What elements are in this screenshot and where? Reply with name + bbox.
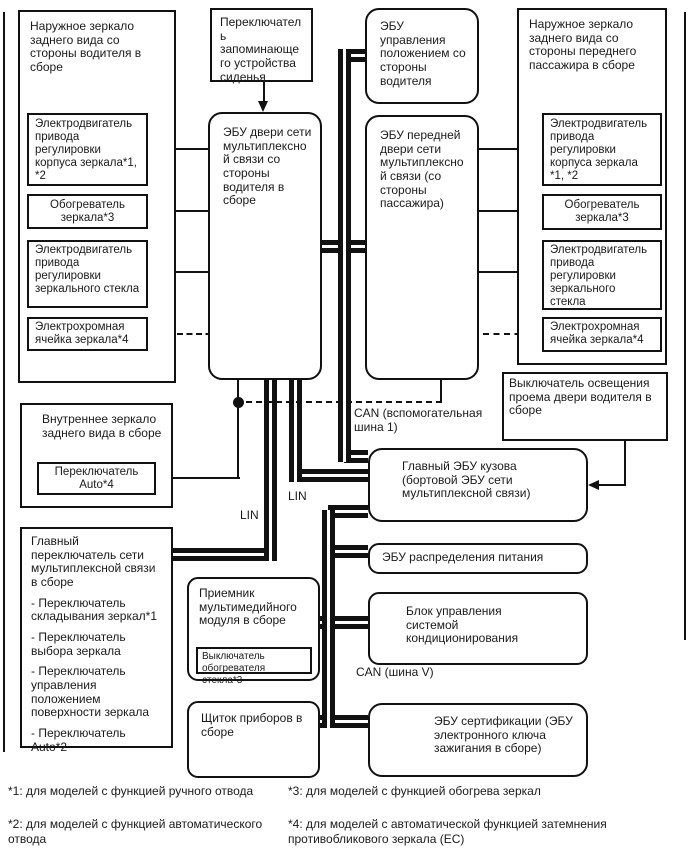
driver-mirror-body-motor-label: Электродвигатель привода регулировки корпуса зеркала*1, *2: [35, 118, 137, 183]
passenger-door-ecu-label: ЭБУ передней двери сети мультиплексной связи (со стороны пассажира): [380, 128, 464, 211]
bus-label-lin-a: LIN: [240, 508, 259, 522]
auto-switch-label: Переключатель Auto*4: [54, 466, 139, 492]
box-door-courtesy-switch: [502, 372, 668, 441]
box-driver-mirror-glass-motor: [27, 240, 148, 308]
box-passenger-mirror-assembly: [517, 8, 667, 365]
power-distribution-ecu: [368, 543, 588, 574]
box-driver-mirror-body-motor: [27, 113, 148, 186]
door-courtesy-switch-label: Выключатель освещения проема двери водителя в сборе: [509, 376, 652, 418]
wire-seat-memory: [263, 82, 265, 102]
main-body-ecu-label: Главный ЭБУ кузова (бортовой ЭБУ сети мультиплексной связи): [402, 459, 531, 501]
passenger-mirror-body-motor-label: Электродвигатель привода регулировки корпуса зеркала *1, *2: [550, 118, 648, 183]
bus-canv-vertical: [322, 510, 335, 728]
main-switch-item-auto: - Переключатель Auto*2: [31, 726, 126, 754]
driver-mirror-heater-label: Обогреватель зеркала*3: [50, 199, 125, 225]
bus-label-can-v: CAN (шина V): [356, 665, 434, 679]
multimedia-receiver-title: Приемник мультимедийного модуля в сборе: [199, 586, 297, 628]
instrument-cluster-label: Щиток приборов в сборе: [201, 711, 303, 739]
box-main-multiplex-switch: [20, 527, 173, 754]
bus-label-lin-b: LIN: [288, 489, 307, 503]
certification-ecu: [368, 703, 588, 777]
main-switch-title: Главный переключатель сети мультиплексной связи в сборе: [31, 534, 156, 590]
box-passenger-mirror-glass-motor: [542, 240, 662, 310]
box-defogger-switch: [196, 647, 312, 686]
wire-courtesy-horizontal: [599, 484, 626, 486]
bus-label-can-aux: CAN (вспомогательная шина 1): [354, 406, 483, 434]
certification-ecu-label: ЭБУ сертификации (ЭБУ электронного ключа зажигания в сборе): [434, 714, 573, 756]
passenger-door-ecu: [365, 115, 479, 380]
junction-dot: [233, 397, 244, 408]
box-driver-mirror-heater: [27, 194, 148, 229]
main-switch-item-select: - Переключатель выбора зеркала: [31, 630, 126, 658]
box-driver-mirror-electrochromic: [27, 317, 148, 351]
box-instrument-cluster: [187, 701, 320, 778]
arrowhead-courtesy-to-body-ecu: [588, 480, 599, 490]
driver-position-ecu: [365, 8, 479, 104]
driver-mirror-electrochromic-label: Электрохромная ячейка зеркала*4: [35, 321, 129, 347]
footnote-3: *3: для моделей с функцией обогрева зеркал: [288, 784, 541, 798]
box-auto-switch: [37, 462, 156, 495]
driver-position-ecu-label: ЭБУ управления положением со стороны водителя: [380, 19, 466, 88]
inner-mirror-title: Внутреннее зеркало заднего вида в сборе: [42, 412, 162, 440]
passenger-mirror-heater-label: Обогреватель зеркала*3: [564, 199, 640, 225]
wire-driver-ecu-to-auto-switch: [237, 380, 239, 479]
box-passenger-mirror-body-motor: [542, 113, 662, 186]
seat-memory-switch-label: Переключатель запоминающего устройства сиденья: [220, 15, 302, 84]
main-switch-item-fold: - Переключатель складывания зеркал*1: [31, 595, 158, 624]
passenger-mirror-title: Наружное зеркало заднего вида со стороны переднего пассажира в сборе: [529, 17, 637, 73]
arrowhead-seat-memory: [258, 101, 268, 112]
main-switch-item-surface: - Переключатель управления положением поверхности зеркала: [31, 664, 150, 720]
passenger-mirror-glass-motor-label: Электродвигатель привода регулировки зеркального стекла: [550, 244, 648, 309]
defogger-switch-label: Выключатель обогревателя стекла*3: [202, 651, 266, 686]
ac-control-unit-label: Блок управления системой кондиционирования: [406, 604, 519, 646]
frame-left-line: [3, 12, 5, 752]
footnote-2: *2: для моделей с функцией автоматического отвода: [8, 817, 263, 846]
main-body-ecu: [368, 448, 588, 522]
bus-lin-main-switch: [171, 548, 277, 561]
footnote-1: *1: для моделей с функцией ручного отвода: [8, 784, 254, 798]
wire-junction-dashed: [246, 401, 442, 403]
bus-lin-b-vertical: [289, 380, 302, 482]
ac-control-unit: [368, 592, 588, 665]
box-seat-memory-switch: [210, 8, 313, 82]
passenger-mirror-electrochromic-label: Электрохромная ячейка зеркала*4: [550, 321, 644, 347]
driver-door-ecu: [208, 112, 322, 380]
driver-mirror-glass-motor-label: Электродвигатель привода регулировки зеркального стекла: [35, 244, 140, 296]
footnote-4: *4: для моделей с автоматической функцией затемнения противобликового зеркала (EC): [288, 817, 607, 846]
power-distribution-ecu-label: ЭБУ распределения питания: [382, 550, 544, 564]
wire-passenger-ecu-drop: [440, 380, 442, 403]
frame-right-line: [684, 12, 686, 640]
bus-lin-a-vertical: [264, 380, 277, 561]
box-passenger-mirror-electrochromic: [542, 317, 662, 352]
box-passenger-mirror-heater: [542, 194, 662, 230]
wire-courtesy-vertical: [624, 441, 626, 486]
driver-mirror-title: Наружное зеркало заднего вида со стороны водителя в сборе: [30, 19, 142, 75]
driver-door-ecu-label: ЭБУ двери сети мультиплексной связи со стороны водителя в сборе: [223, 125, 312, 208]
